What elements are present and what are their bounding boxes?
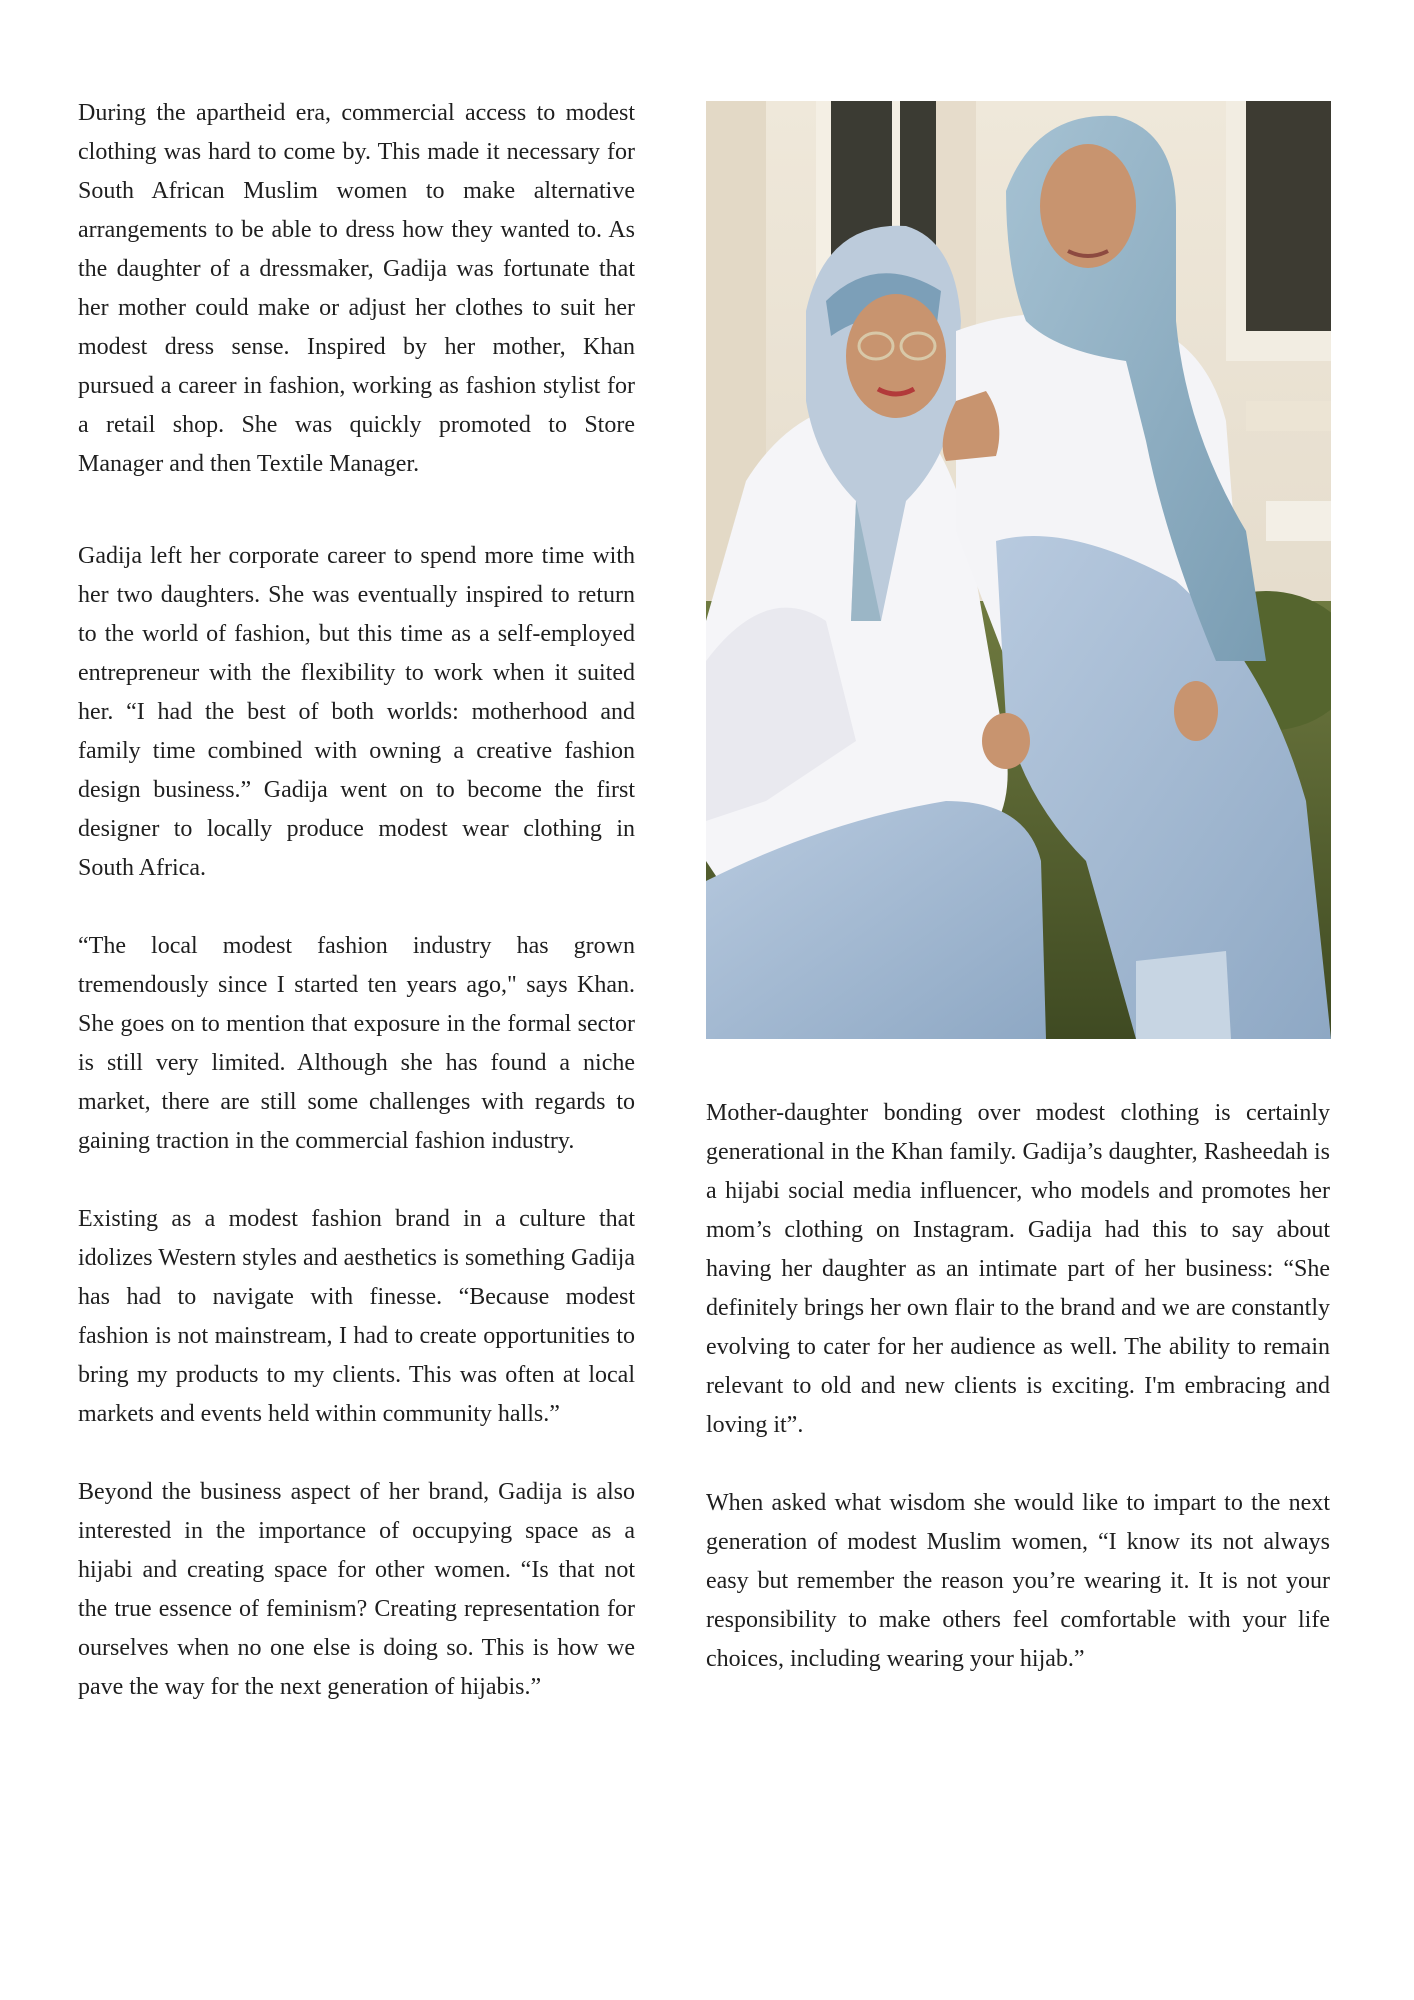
left-text-column — [78, 94, 635, 1746]
paragraph-industry-growth: “The local modest fashion industry has grown tremendously since I started ten years ago," says Khan. She goes on to mention that exposure in the formal sector is still very limited. Although she has found a niche market, there are still some challenges with regards to gaining traction in the commercial fashion industry. — [78, 933, 635, 1154]
right-text-column — [706, 1094, 1330, 1718]
paragraph-western-culture: Existing as a modest fashion brand in a culture that idolizes Western styles and aesthetics is something Gadija has had to navigate with finesse. “Because modest fashion is not mainstream, I had to create opportunities to bring my products to my clients. This was often at local markets and events held within community halls.” — [78, 1206, 635, 1427]
paragraph-apartheid-era: During the apartheid era, commercial access to modest clothing was hard to come by. This made it necessary for South African Muslim women to make alternative arrangements to be able to dress how they wanted to. As the daughter of a dressmaker, Gadija was fortunate that her mother could make or adjust her clothes to suit her modest dress sense. Inspired by her mother, Khan pursued a career in fashion, working as fashion stylist for a retail shop. She was quickly promoted to Store Manager and then Textile Manager. — [78, 100, 635, 477]
mother-daughter-photo — [706, 101, 1331, 1039]
paragraph-feminism: Beyond the business aspect of her brand, Gadija is also interested in the importance of occupying space as a hijabi and creating space for other women. “Is that not the true essence of feminism? Creating representation for ourselves when no one else is doing so. This is how we pave the way for the next generation of hijabis.” — [78, 1479, 635, 1700]
paragraph-wisdom: When asked what wisdom she would like to impart to the next generation of modest Muslim women, “I know its not always easy but remember the reason you’re wearing it. It is not your responsibility to make others feel comfortable with your life choices, including wearing your hijab.” — [706, 1490, 1330, 1672]
paragraph-mother-daughter: Mother-daughter bonding over modest clothing is certainly generational in the Khan family. Gadija’s daughter, Rasheedah is a hijabi social media influencer, who models and promotes her mom’s clothing on Instagram. Gadija had this to say about having her daughter as an intimate part of her business: “She definitely brings her own flair to the brand and we are constantly evolving to cater for her audience as well. The ability to remain relevant to old and new clients is exciting. I'm embracing and loving it”. — [706, 1100, 1330, 1438]
paragraph-corporate-career: Gadija left her corporate career to spend more time with her two daughters. She was eventually inspired to return to the world of fashion, but this time as a self-employed entrepreneur with the flexibility to work when it suited her. “I had the best of both worlds: motherhood and family time combined with owning a creative fashion design business.” Gadija went on to become the first designer to locally produce modest wear clothing in South Africa. — [78, 543, 635, 881]
